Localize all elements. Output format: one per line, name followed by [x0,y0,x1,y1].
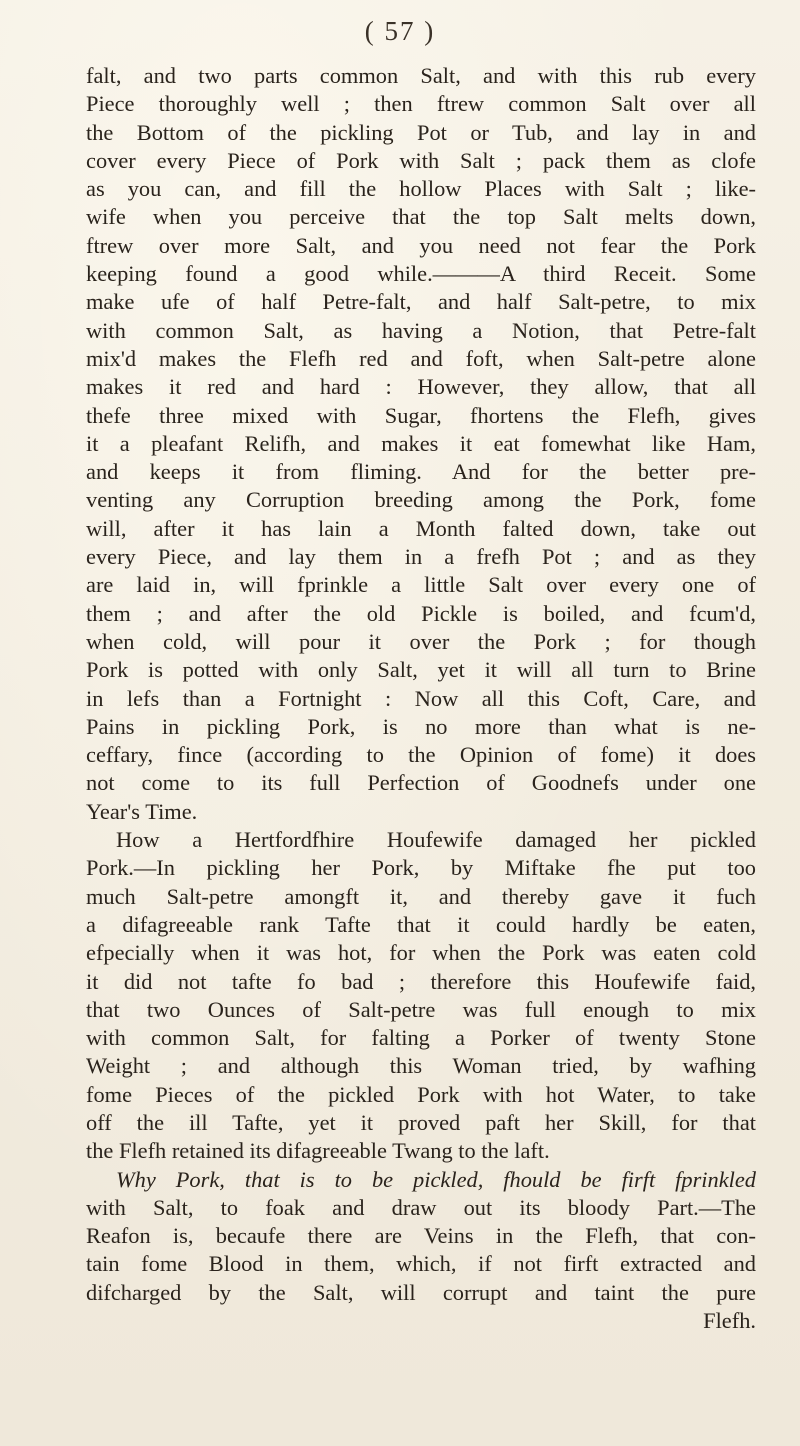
section-heading-line: Why Pork, that is to be pickled, fhould be firft fprinkled [116,1166,756,1192]
text-line: Weight ; and although this Woman tried, by wafhing [86,1053,756,1079]
text-line: with common Salt, for falting a Porker of twenty Stone [86,1025,756,1051]
section-heading-line: How a Hertfordfhire Houfewife damaged her pickled [116,827,756,853]
text-line: the Bottom of the pickling Pot or Tub, and lay in and [86,119,756,145]
text-line: ceffary, fince (according to the Opinion of fome) it does [86,742,756,768]
text-line: Pork.—In pickling her Pork, by Miftake fhe put too [86,855,756,881]
text-line: them ; and after the old Pickle is boiled, and fcum'd, [86,600,756,626]
text-line: Pains in pickling Pork, is no more than what is ne- [86,713,756,739]
text-line: it a pleafant Relifh, and makes it eat fomewhat like Ham, [86,430,756,456]
text-line: keeping found a good while.———A third Receit. Some [86,261,756,287]
page-number: ( 57 ) [364,16,436,46]
text-line: a difagreeable rank Tafte that it could hardly be eaten, [86,911,756,937]
text-line: make ufe of half Petre-falt, and half Salt-petre, to mix [86,289,756,315]
text-line: not come to its full Perfection of Goodnefs under one [86,770,756,796]
text-line: much Salt-petre amongft it, and thereby gave it fuch [86,883,756,909]
text-line: wife when you perceive that the top Salt melts down, [86,204,756,230]
text-line: falt, and two parts common Salt, and with this rub every [86,63,756,88]
text-line: are laid in, will fprinkle a little Salt over every one of [86,572,756,598]
text-line: Piece thoroughly well ; then ftrew common Salt over all [86,91,756,117]
text-line: in lefs than a Fortnight : Now all this Coft, Care, and [86,685,756,711]
catchword: Flefh. [703,1308,756,1334]
text-line: will, after it has lain a Month falted down, take out [86,515,756,541]
text-line: makes it red and hard : However, they allow, that all [86,374,756,400]
text-line: fome Pieces of the pickled Pork with hot Water, to take [86,1081,756,1107]
text-line: difcharged by the Salt, will corrupt and taint the pure [86,1279,756,1305]
text-line: every Piece, and lay them in a frefh Pot ; and as they [86,544,756,570]
text-line: thefe three mixed with Sugar, fhortens the Flefh, gives [86,402,756,428]
text-line: efpecially when it was hot, for when the Pork was eaten cold [86,940,756,966]
text-line: Year's Time. [86,798,198,824]
text-line: that two Ounces of Salt-petre was full enough to mix [86,996,756,1022]
text-line: off the ill Tafte, yet it proved paft her Skill, for that [86,1109,756,1135]
text-line: ftrew over more Salt, and you need not fear the Pork [86,232,756,258]
text-line: and keeps it from fliming. And for the better pre- [86,459,756,485]
text-line: the Flefh retained its difagreeable Twang to the laft. [86,1138,550,1164]
text-line: when cold, will pour it over the Pork ; for though [86,628,756,654]
text-line: cover every Piece of Pork with Salt ; pack them as clofe [86,147,756,173]
text-line: mix'd makes the Flefh red and foft, when Salt-petre alone [86,345,756,371]
text-line: as you can, and fill the hollow Places with Salt ; like- [86,176,756,202]
text-line: it did not tafte fo bad ; therefore this Houfewife faid, [86,968,756,994]
text-line: venting any Corruption breeding among the Pork, fome [86,487,756,513]
text-line: Pork is potted with only Salt, yet it will all turn to Brine [86,657,756,683]
text-line: tain fome Blood in them, which, if not firft extracted and [86,1251,756,1277]
body-text [86,62,756,1335]
text-line: with Salt, to foak and draw out its bloody Part.—The [86,1194,756,1220]
text-line: with common Salt, as having a Notion, that Petre-falt [86,317,756,343]
text-line: Reafon is, becaufe there are Veins in the Flefh, that con- [86,1223,756,1249]
